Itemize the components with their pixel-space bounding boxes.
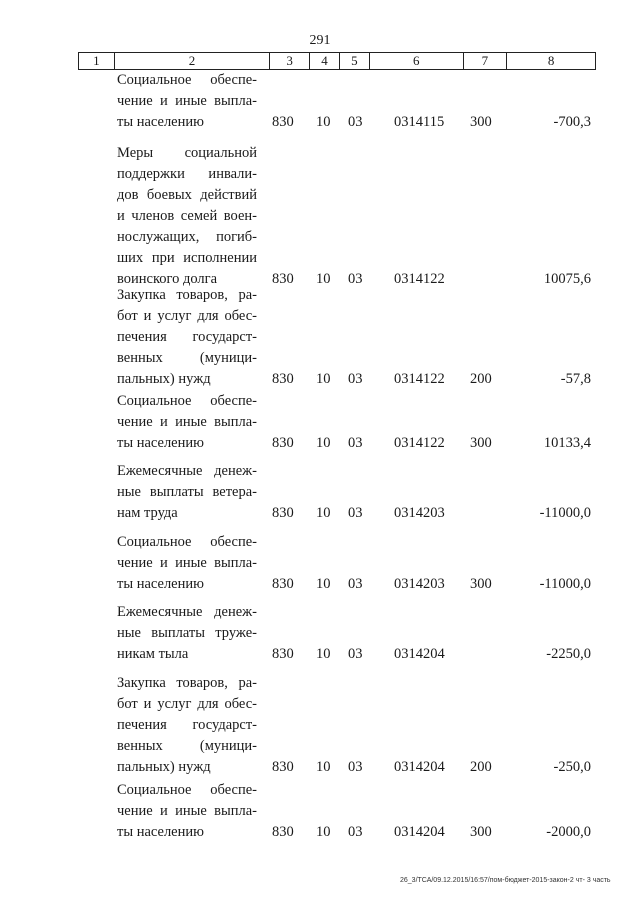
row-col-4: 10 bbox=[316, 435, 331, 451]
row-col-4: 10 bbox=[316, 759, 331, 775]
description-line: бот и услуг для обес- bbox=[117, 696, 257, 712]
description-line: Социальное обеспе- bbox=[117, 782, 257, 798]
row-col-8: -2000,0 bbox=[546, 824, 591, 840]
header-col-5: 5 bbox=[340, 53, 370, 69]
description-line: Социальное обеспе- bbox=[117, 534, 257, 550]
row-col-5: 03 bbox=[348, 505, 363, 521]
description-line: венных (муници- bbox=[117, 350, 257, 366]
row-col-6: 0314122 bbox=[394, 271, 445, 287]
row-col-6: 0314122 bbox=[394, 371, 445, 387]
header-col-3: 3 bbox=[270, 53, 310, 69]
row-col-8: -11000,0 bbox=[539, 505, 591, 521]
description-line: ты населению bbox=[117, 576, 204, 592]
row-description bbox=[117, 532, 257, 595]
row-col-5: 03 bbox=[348, 824, 363, 840]
header-col-6: 6 bbox=[370, 53, 464, 69]
row-col-7: 200 bbox=[470, 759, 492, 775]
header-col-7: 7 bbox=[464, 53, 508, 69]
description-line: венных (муници- bbox=[117, 738, 257, 754]
table-header bbox=[78, 52, 596, 70]
row-col-8: -57,8 bbox=[560, 371, 591, 387]
description-line: воинского долга bbox=[117, 271, 218, 287]
row-col-8: -2250,0 bbox=[546, 646, 591, 662]
row-col-5: 03 bbox=[348, 759, 363, 775]
page-number: 291 bbox=[309, 33, 331, 48]
row-col-8: 10133,4 bbox=[543, 435, 591, 451]
description-line: нам труда bbox=[117, 505, 178, 521]
description-line: печения государст- bbox=[117, 717, 257, 733]
description-line: Социальное обеспе- bbox=[117, 72, 257, 88]
description-line: поддержки инвали- bbox=[117, 166, 257, 182]
description-line: чение и иные выпла- bbox=[117, 555, 257, 571]
row-description bbox=[117, 780, 257, 843]
description-line: чение и иные выпла- bbox=[117, 414, 257, 430]
row-col-5: 03 bbox=[348, 646, 363, 662]
description-line: ные выплаты труже- bbox=[117, 625, 257, 641]
row-col-5: 03 bbox=[348, 435, 363, 451]
row-col-4: 10 bbox=[316, 824, 331, 840]
row-col-3: 830 bbox=[272, 759, 294, 775]
row-col-5: 03 bbox=[348, 371, 363, 387]
row-col-5: 03 bbox=[348, 576, 363, 592]
row-description bbox=[117, 391, 257, 454]
row-col-6: 0314203 bbox=[394, 505, 445, 521]
row-col-4: 10 bbox=[316, 576, 331, 592]
header-col-2: 2 bbox=[115, 53, 270, 69]
description-line: ты населению bbox=[117, 435, 204, 451]
header-col-1: 1 bbox=[79, 53, 115, 69]
header-col-4: 4 bbox=[310, 53, 340, 69]
row-description bbox=[117, 602, 257, 665]
description-line: ные выплаты ветера- bbox=[117, 484, 257, 500]
row-col-6: 0314203 bbox=[394, 576, 445, 592]
row-col-6: 0314122 bbox=[394, 435, 445, 451]
row-description bbox=[117, 461, 257, 524]
description-line: Меры социальной bbox=[117, 145, 257, 161]
row-col-8: -250,0 bbox=[553, 759, 591, 775]
description-line: чение и иные выпла- bbox=[117, 93, 257, 109]
row-col-7: 300 bbox=[470, 114, 492, 130]
row-col-6: 0314204 bbox=[394, 646, 445, 662]
row-col-3: 830 bbox=[272, 271, 294, 287]
row-col-3: 830 bbox=[272, 505, 294, 521]
description-line: дов боевых действий bbox=[117, 187, 257, 203]
description-line: никам тыла bbox=[117, 646, 189, 662]
description-line: Ежемесячные денеж- bbox=[117, 604, 257, 620]
row-col-7: 200 bbox=[470, 371, 492, 387]
row-col-5: 03 bbox=[348, 114, 363, 130]
row-col-4: 10 bbox=[316, 114, 331, 130]
row-description bbox=[117, 285, 257, 390]
row-col-8: -700,3 bbox=[553, 114, 591, 130]
description-line: Закупка товаров, ра- bbox=[117, 287, 257, 303]
row-col-4: 10 bbox=[316, 371, 331, 387]
row-col-7: 300 bbox=[470, 824, 492, 840]
row-col-8: -11000,0 bbox=[539, 576, 591, 592]
description-line: Закупка товаров, ра- bbox=[117, 675, 257, 691]
description-line: Социальное обеспе- bbox=[117, 393, 257, 409]
footer-note: 26_3/ТСА/09.12.2015/16:57/пом-бюджет-2015-закон-2 чт- 3 часть bbox=[400, 877, 611, 884]
row-description bbox=[117, 673, 257, 778]
row-col-5: 03 bbox=[348, 271, 363, 287]
row-col-3: 830 bbox=[272, 435, 294, 451]
row-description bbox=[117, 143, 257, 290]
row-col-7: 300 bbox=[470, 435, 492, 451]
row-col-6: 0314204 bbox=[394, 824, 445, 840]
description-line: ты населению bbox=[117, 114, 204, 130]
row-col-8: 10075,6 bbox=[543, 271, 591, 287]
row-col-3: 830 bbox=[272, 824, 294, 840]
description-line: ших при исполнении bbox=[117, 250, 257, 266]
description-line: ты населению bbox=[117, 824, 204, 840]
description-line: нослужащих, погиб- bbox=[117, 229, 257, 245]
description-line: бот и услуг для обес- bbox=[117, 308, 257, 324]
description-line: и членов семей воен- bbox=[117, 208, 257, 224]
description-line: чение и иные выпла- bbox=[117, 803, 257, 819]
header-col-8: 8 bbox=[547, 53, 555, 68]
row-col-3: 830 bbox=[272, 114, 294, 130]
row-col-6: 0314204 bbox=[394, 759, 445, 775]
row-col-3: 830 bbox=[272, 646, 294, 662]
description-line: пальных) нужд bbox=[117, 371, 211, 387]
row-col-4: 10 bbox=[316, 271, 331, 287]
description-line: печения государст- bbox=[117, 329, 257, 345]
description-line: пальных) нужд bbox=[117, 759, 211, 775]
row-col-7: 300 bbox=[470, 576, 492, 592]
row-col-4: 10 bbox=[316, 505, 331, 521]
row-col-6: 0314115 bbox=[394, 114, 445, 130]
description-line: Ежемесячные денеж- bbox=[117, 463, 257, 479]
row-col-3: 830 bbox=[272, 371, 294, 387]
row-description bbox=[117, 70, 257, 133]
row-col-4: 10 bbox=[316, 646, 331, 662]
row-col-3: 830 bbox=[272, 576, 294, 592]
